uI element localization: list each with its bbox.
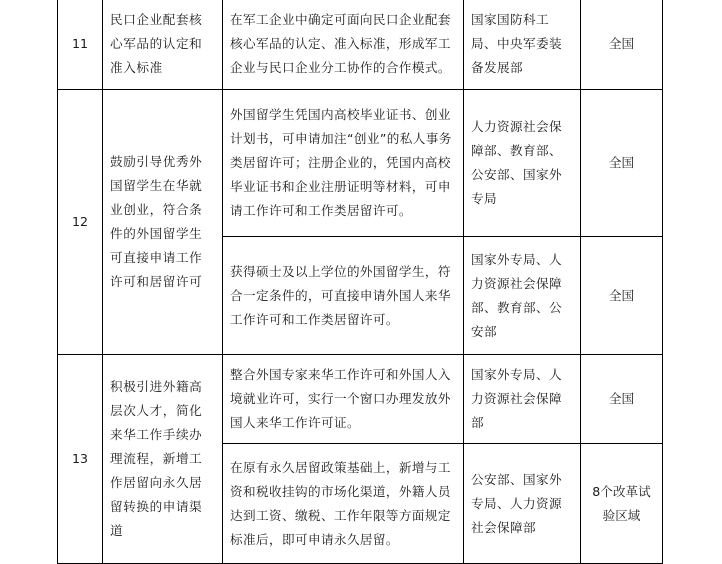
table-row bbox=[58, 355, 663, 444]
item-content: 外国留学生凭国内高校毕业证书、创业计划书，可申请加注“创业”的私人事务类居留许可；注册企业的，凭国内高校毕业证书和企业注册证明等材料，可申请工作许可和工作类居留许可。 bbox=[223, 90, 464, 237]
item-content: 整合外国专家来华工作许可和外国人入境就业许可，实行一个窗口办理发放外国人来华工作许可证。 bbox=[223, 355, 464, 444]
scope bbox=[581, 444, 663, 564]
responsible-dept: 公安部、国家外专局、人力资源社会保障部 bbox=[464, 444, 581, 564]
item-name: 积极引进外籍高层次人才，简化来华工作手续办理流程，新增工作居留向永久居留转换的申请渠道 bbox=[103, 355, 223, 564]
scope: 全国 bbox=[581, 237, 663, 355]
item-content: 获得硕士及以上学位的外国留学生，符合一定条件的，可直接申请外国人来华工作许可和工作类居留许可。 bbox=[223, 237, 464, 355]
scope: 全国 bbox=[581, 0, 663, 90]
scope: 全国 bbox=[581, 355, 663, 444]
scope: 全国 bbox=[581, 90, 663, 237]
table-row bbox=[58, 90, 663, 237]
responsible-dept: 国家国防科工局、中央军委装备发展部 bbox=[464, 0, 581, 90]
row-number: 13 bbox=[58, 355, 103, 564]
policy-table bbox=[57, 0, 663, 564]
item-name: 民口企业配套核心军品的认定和准入标准 bbox=[103, 0, 223, 90]
responsible-dept: 人力资源社会保障部、教育部、公安部、国家外专局 bbox=[464, 90, 581, 237]
row-number: 11 bbox=[58, 0, 103, 90]
table-row bbox=[58, 0, 663, 90]
responsible-dept: 国家外专局、人力资源社会保障部 bbox=[464, 355, 581, 444]
item-content: 在原有永久居留政策基础上，新增与工资和税收挂钩的市场化渠道，外籍人员达到工资、缴税、工作年限等方面规定标准后，即可申请永久居留。 bbox=[223, 444, 464, 564]
row-number: 12 bbox=[58, 90, 103, 355]
scope-text: 8个改革试验区域 bbox=[592, 483, 651, 523]
item-content: 在军工企业中确定可面向民口企业配套核心军品的认定、准入标准，形成军工企业与民口企业分工协作的合作模式。 bbox=[223, 0, 464, 90]
item-name: 鼓励引导优秀外国留学生在华就业创业，符合条件的外国留学生可直接申请工作许可和居留许可 bbox=[103, 90, 223, 355]
responsible-dept: 国家外专局、人力资源社会保障部、教育部、公安部 bbox=[464, 237, 581, 355]
